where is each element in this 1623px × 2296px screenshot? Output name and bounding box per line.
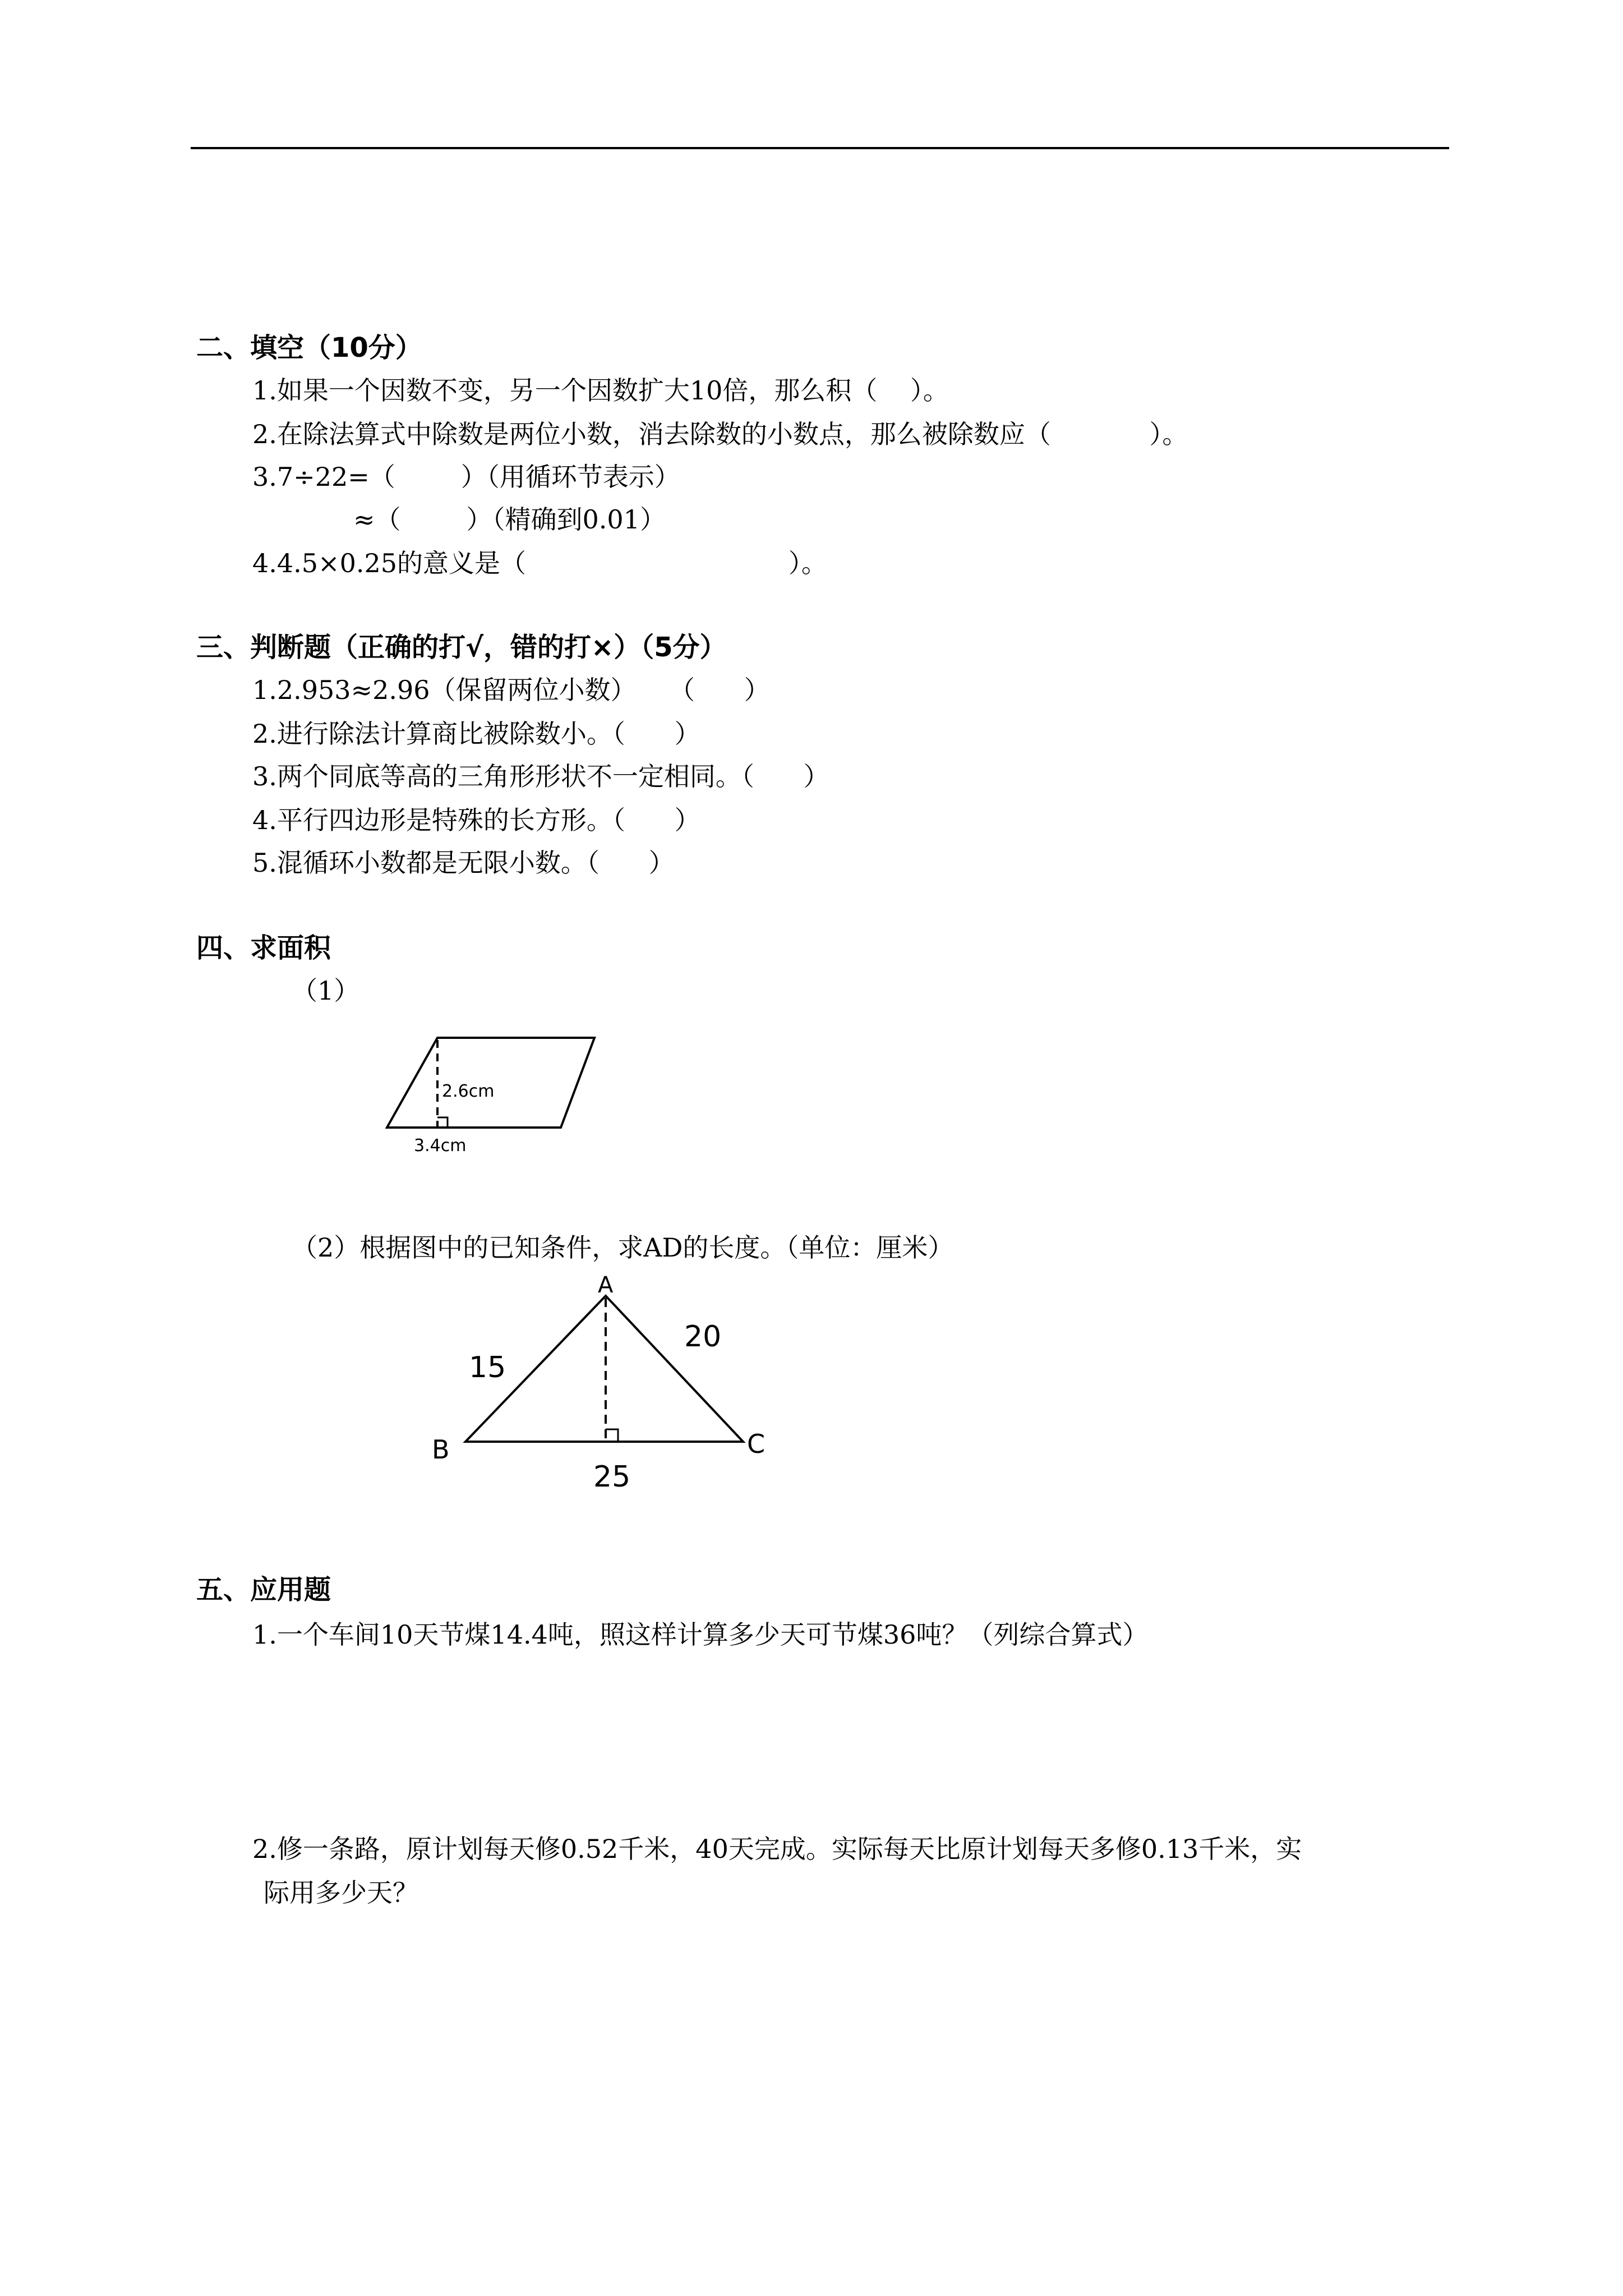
judgement-item-4: 4.平行四边形是特殊的长方形。（ ） [252,805,700,835]
triangle-vertex-a: A [598,1273,614,1298]
triangle-vertex-b: B [432,1434,450,1465]
fill-blank-item-2: 2.在除法算式中除数是两位小数，消去除数的小数点，那么被除数应（ ）。 [252,419,1188,449]
parallelogram-base-label: 3.4cm [414,1136,467,1156]
fill-blank-item-1: 1.如果一个因数不变，另一个因数扩大10倍，那么积（ ）。 [252,375,949,406]
area-part-2-label: （2）根据图中的已知条件，求AD的长度。（单位：厘米） [292,1232,954,1263]
section-title-area: 四、求面积 [196,932,331,964]
triangle-side-ac-label: 20 [684,1320,722,1354]
triangle-side-bc-label: 25 [593,1460,631,1494]
triangle-vertex-c: C [747,1429,766,1459]
area-part-1-label: （1） [292,976,360,1006]
triangle-side-ab-label: 15 [469,1351,506,1384]
section-title-word-problems: 五、应用题 [196,1574,331,1605]
header-rule [191,147,1449,149]
triangle-shape [465,1296,743,1442]
word-problem-1: 1.一个车间10天节煤14.4吨，照这样计算多少天可节煤36吨？（列综合算式） [252,1619,1149,1650]
parallelogram-figure [370,1021,606,1172]
right-angle-mark [437,1117,448,1128]
triangle-figure [415,1273,785,1509]
judgement-item-1: 1.2.953≈2.96（保留两位小数） （ ） [252,675,770,705]
triangle-right-angle-mark [606,1429,618,1442]
judgement-item-5: 5.混循环小数都是无限小数。（ ） [252,848,675,878]
fill-blank-item-4: 4.4.5×0.25的意义是（ ）。 [252,548,827,578]
parallelogram-height-label: 2.6cm [442,1082,495,1101]
judgement-item-2: 2.进行除法计算商比被除数小。（ ） [252,719,700,749]
section-title-fill-blank: 二、填空（10分） [196,332,422,364]
judgement-item-3: 3.两个同底等高的三角形形状不一定相同。（ ） [252,761,829,792]
word-problem-2-line2: 际用多少天？ [264,1878,418,1908]
fill-blank-item-3b: ≈（ ）（精确到0.01） [353,504,666,535]
section-title-judgement: 三、判断题（正确的打√，错的打×）（5分） [196,632,727,663]
fill-blank-item-3: 3.7÷22=（ ）（用循环节表示） [252,462,680,492]
word-problem-2-line1: 2.修一条路，原计划每天修0.52千米，40天完成。实际每天比原计划每天多修0.13千米，实 [252,1834,1302,1864]
